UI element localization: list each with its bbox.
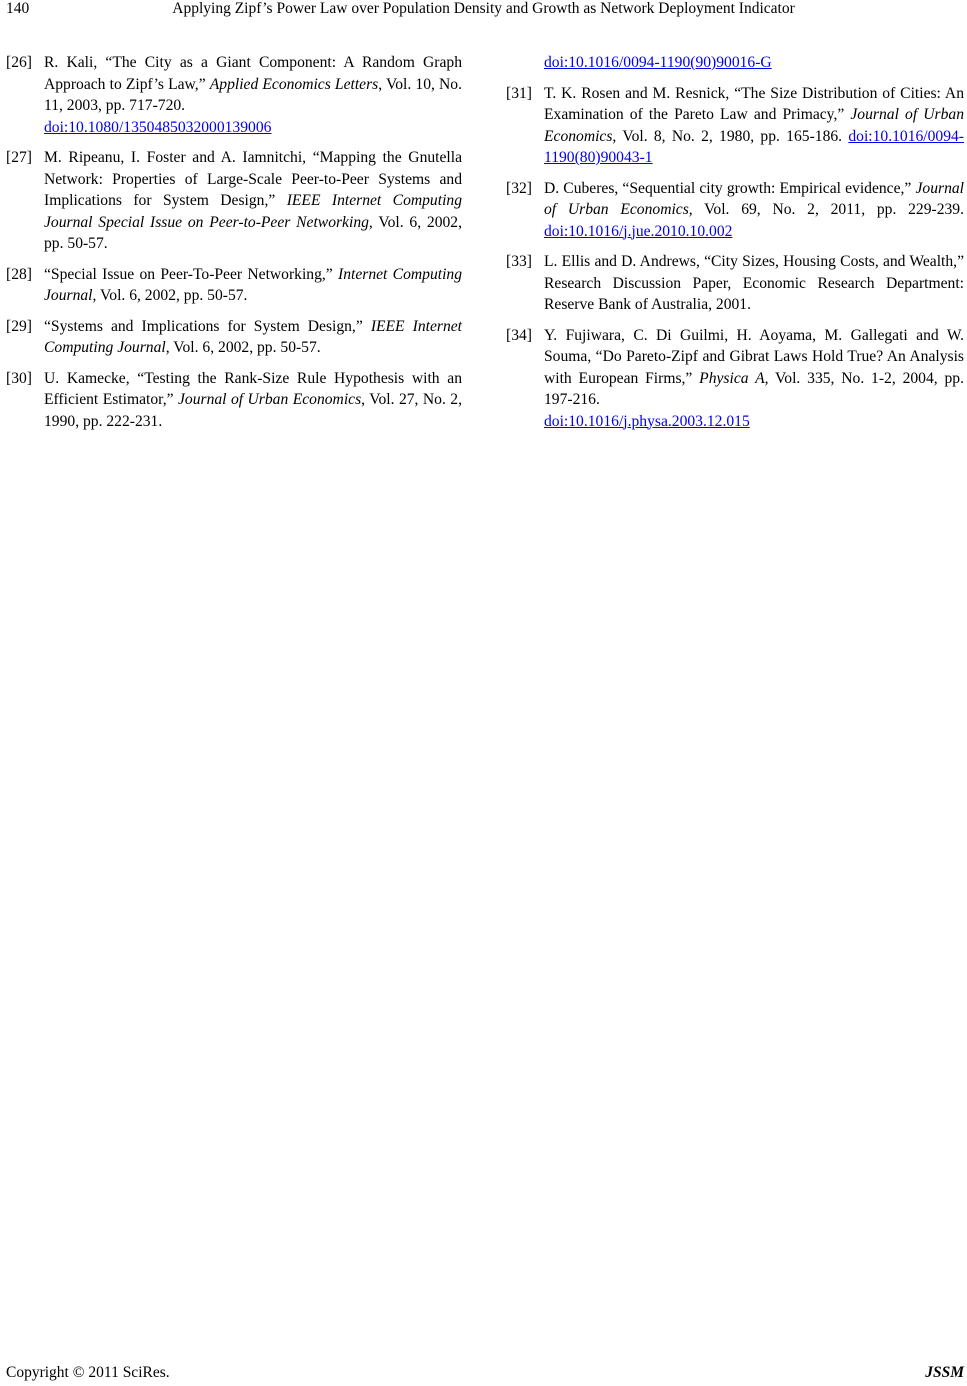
reference-29 — [6, 316, 462, 359]
journal-name: Physica A — [699, 369, 765, 387]
references-left-column — [6, 52, 462, 441]
reference-number: [27] — [6, 149, 32, 166]
reference-30 — [6, 368, 462, 433]
reference-28 — [6, 264, 462, 307]
reference-30-continuation — [506, 52, 964, 74]
doi-link[interactable]: doi:10.1016/j.jue.2010.10.002 — [544, 222, 733, 240]
reference-number: [30] — [6, 369, 32, 387]
reference-number: [28] — [6, 265, 32, 283]
journal-name: Journal of Urban Economics — [544, 179, 964, 218]
reference-number: [26] — [6, 54, 32, 71]
doi-link[interactable]: doi:10.1016/0094-1190(90)90016-G — [544, 54, 772, 71]
reference-text: L. Ellis and D. Andrews, “City Sizes, Housing Costs, and Wealth,” Research Discussion Paper, Economic Research Department: Reserve Bank of Australia, 2001. — [544, 253, 964, 313]
reference-text: Y. Fujiwara, C. Di Guilmi, H. Aoyama, M. Gallegati and W. Souma, “Do Pareto-Zipf and Gibrat Laws Hold True? An Analysis with European Firms,” Physica A, Vol. 335, No. 1-2, 2004, pp. 197-216. doi:10.1016/j.physa.2003.12.015 — [544, 326, 964, 430]
journal-name: IEEE Internet Computing Journal — [44, 317, 462, 356]
reference-number: [34] — [506, 326, 532, 344]
doi-link[interactable]: doi:10.1016/j.physa.2003.12.015 — [544, 412, 750, 430]
reference-text: U. Kamecke, “Testing the Rank-Size Rule Hypothesis with an Efficient Estimator,” Journal of Urban Economics, Vol. 27, No. 2, 1990, pp. 222-231. — [44, 369, 462, 430]
journal-name: Applied Economics Letters — [209, 75, 379, 93]
references-right-column — [506, 52, 964, 441]
reference-text: “Special Issue on Peer-To-Peer Networking,” Internet Computing Journal, Vol. 6, 2002, pp. 50-57. — [44, 265, 462, 304]
reference-33 — [506, 251, 964, 316]
journal-name: Journal of Urban Economics — [544, 106, 964, 145]
doi-link[interactable]: doi:10.1016/0094-1190(80)90043-1 — [544, 127, 964, 166]
reference-text: T. K. Rosen and M. Resnick, “The Size Distribution of Cities: An Examination of the Pareto Law and Primacy,” Journal of Urban Economics, Vol. 8, No. 2, 1980, pp. 165-186. doi:10.1016/0094-1190(80)90043-1 — [544, 84, 964, 166]
reference-34 — [506, 325, 964, 433]
page-header — [0, 0, 967, 22]
reference-number: [29] — [6, 317, 32, 335]
reference-text: “Systems and Implications for System Design,” IEEE Internet Computing Journal, Vol. 6, 2002, pp. 50-57. — [44, 317, 462, 356]
doi-link[interactable]: doi:10.1080/1350485032000139006 — [44, 118, 272, 136]
reference-31 — [506, 83, 964, 169]
journal-name: Journal of Urban Economics — [178, 391, 362, 408]
journal-name: IEEE Internet Computing Journal Special Issue on Peer-to-Peer Networking — [44, 192, 462, 231]
copyright-notice: Copyright © 2011 SciRes. — [6, 1364, 170, 1381]
reference-number: [31] — [506, 84, 532, 102]
reference-number: [33] — [506, 253, 532, 270]
reference-27 — [6, 147, 462, 255]
reference-32 — [506, 178, 964, 243]
journal-abbreviation: JSSM — [925, 1364, 964, 1381]
reference-text: D. Cuberes, “Sequential city growth: Empirical evidence,” Journal of Urban Economics, Vol. 69, No. 2, 2011, pp. 229-239. doi:10.1016/j.jue.2010.10.002 — [544, 179, 964, 240]
reference-number: [32] — [506, 179, 532, 197]
reference-text: M. Ripeanu, I. Foster and A. Iamnitchi, “Mapping the Gnutella Network: Properties of Large-Scale Peer-to-Peer Systems and Implications for System Design,” IEEE Internet Computing Journal Special Issue on Peer-to-Peer Networking, Vol. 6, 2002, pp. 50-57. — [44, 149, 463, 252]
reference-26 — [6, 52, 462, 138]
reference-text: R. Kali, “The City as a Giant Component: A Random Graph Approach to Zipf’s Law,” Applied Economics Letters, Vol. 10, No. 11, 2003, pp. 717-720. doi:10.1080/1350485032000139006 — [44, 54, 462, 136]
journal-name: Internet Computing Journal — [44, 265, 462, 304]
page-number: 140 — [6, 0, 30, 17]
running-title: Applying Zipf’s Power Law over Population Density and Growth as Network Deployment Indicator — [172, 0, 795, 17]
